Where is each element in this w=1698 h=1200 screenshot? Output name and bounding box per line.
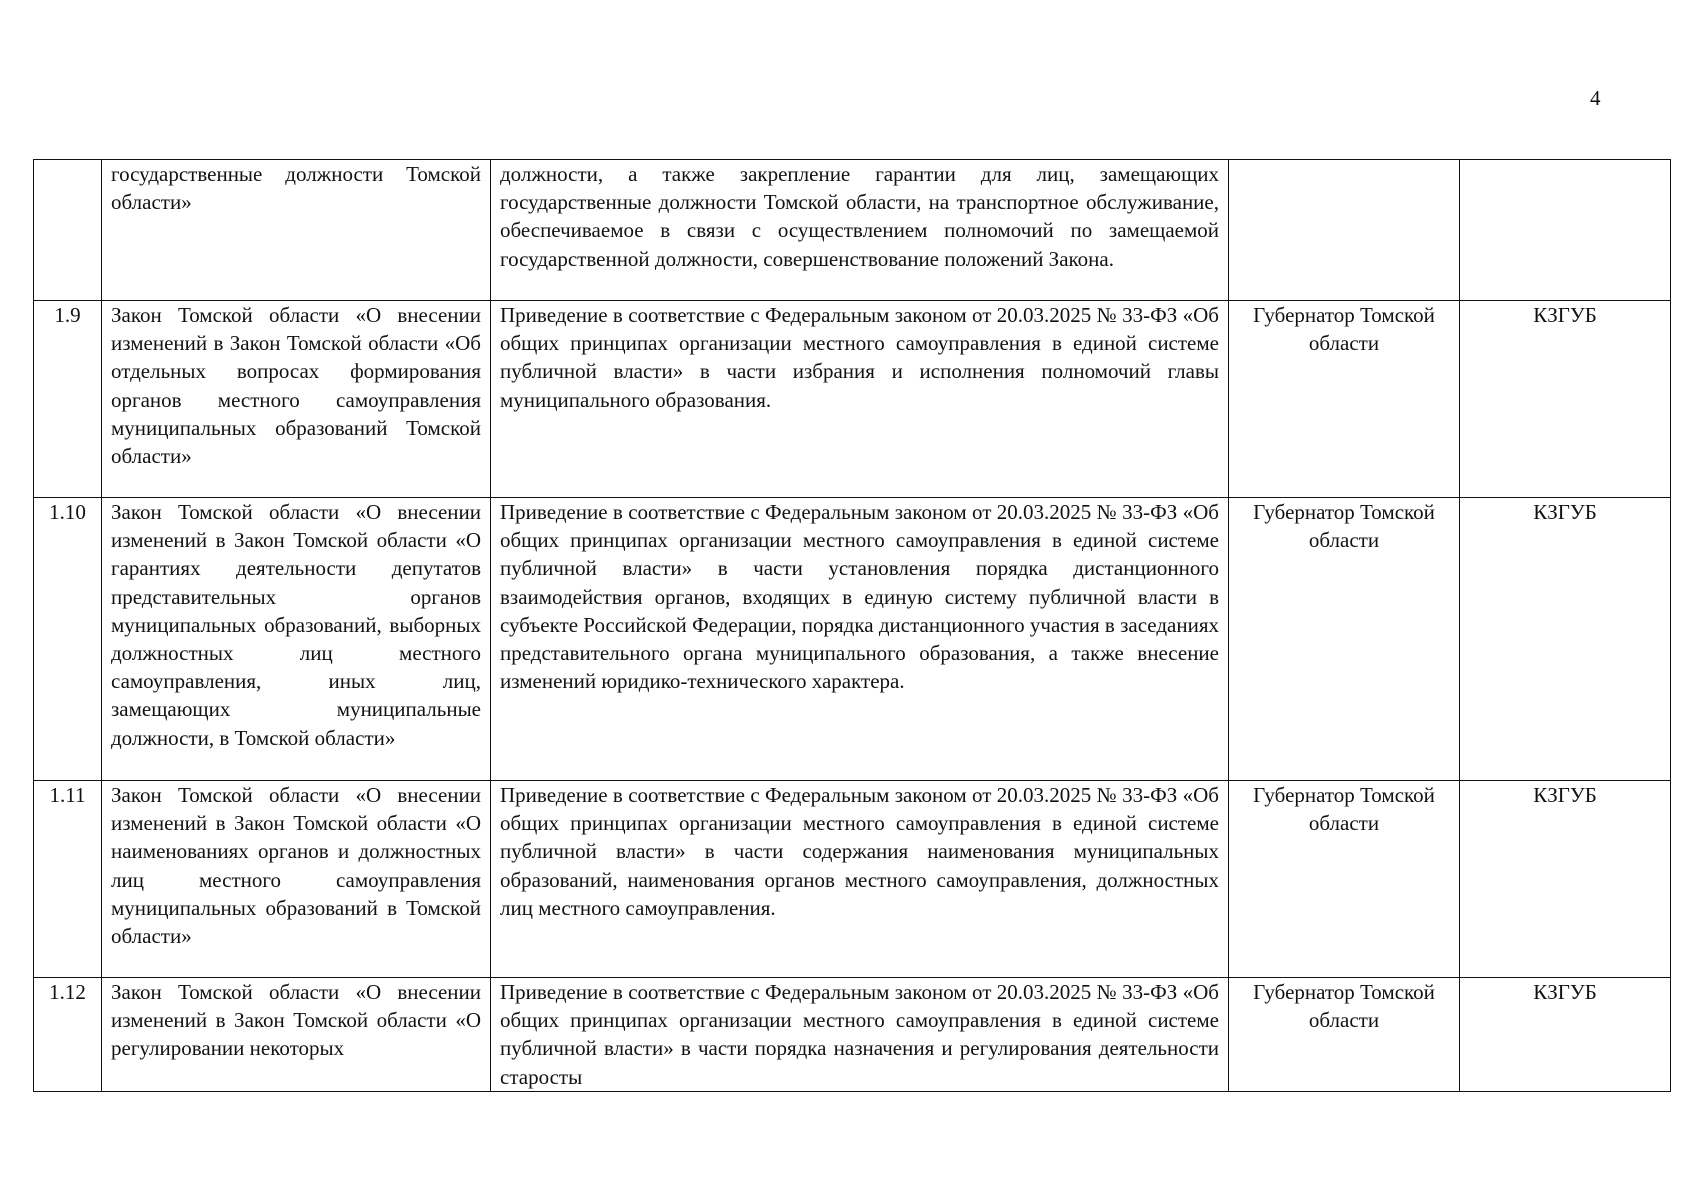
law-name-cell: Закон Томской области «О внесении изменений в Закон Томской области «О наименованиях органов и должностных лиц местного самоуправления муниципальных образований в Томской области»	[102, 781, 491, 978]
responsible-cell: Губернатор Томской области	[1229, 781, 1460, 978]
executor-cell: КЗГУБ	[1460, 301, 1671, 498]
table-row	[34, 301, 1671, 498]
legislation-plan-table	[33, 159, 1671, 1092]
row-number-cell	[34, 160, 102, 301]
law-name-cell: государственные должности Томской области»	[102, 160, 491, 301]
page-number: 4	[1590, 86, 1601, 110]
responsible-cell: Губернатор Томской области	[1229, 498, 1460, 781]
row-number-cell: 1.11	[34, 781, 102, 978]
description-cell: Приведение в соответствие с Федеральным законом от 20.03.2025 № 33-ФЗ «Об общих принципах организации местного самоуправления в единой системе публичной власти» в части установления порядка дистанционного взаимодействия органов, входящих в единую систему публичной власти в субъекте Российской Федерации, порядка дистанционного участия в заседаниях представительного органа муниципального образования, а также внесение изменений юридико-технического характера.	[491, 498, 1229, 781]
table-row	[34, 160, 1671, 301]
table-row	[34, 781, 1671, 978]
responsible-cell: Губернатор Томской области	[1229, 301, 1460, 498]
executor-cell: КЗГУБ	[1460, 978, 1671, 1092]
law-name-cell: Закон Томской области «О внесении изменений в Закон Томской области «О регулировании некоторых	[102, 978, 491, 1092]
row-number-cell: 1.10	[34, 498, 102, 781]
description-cell: Приведение в соответствие с Федеральным законом от 20.03.2025 № 33-ФЗ «Об общих принципах организации местного самоуправления в единой системе публичной власти» в части избрания и исполнения полномочий главы муниципального образования.	[491, 301, 1229, 498]
executor-cell: КЗГУБ	[1460, 781, 1671, 978]
row-number-cell: 1.12	[34, 978, 102, 1092]
executor-cell: КЗГУБ	[1460, 498, 1671, 781]
responsible-cell	[1229, 160, 1460, 301]
law-name-cell: Закон Томской области «О внесении изменений в Закон Томской области «О гарантиях деятельности депутатов представительных органов муниципальных образований, выборных должностных лиц местного самоуправления, иных лиц, замещающих муниципальные должности, в Томской области»	[102, 498, 491, 781]
executor-cell	[1460, 160, 1671, 301]
row-number-cell: 1.9	[34, 301, 102, 498]
description-cell: должности, а также закрепление гарантии для лиц, замещающих государственные должности Томской области, на транспортное обслуживание, обеспечиваемое в связи с осуществлением полномочий по замещаемой государственной должности, совершенствование положений Закона.	[491, 160, 1229, 301]
description-cell: Приведение в соответствие с Федеральным законом от 20.03.2025 № 33-ФЗ «Об общих принципах организации местного самоуправления в единой системе публичной власти» в части содержания наименования муниципальных образований, наименования органов местного самоуправления, должностных лиц местного самоуправления.	[491, 781, 1229, 978]
table-row	[34, 498, 1671, 781]
law-name-cell: Закон Томской области «О внесении изменений в Закон Томской области «Об отдельных вопросах формирования органов местного самоуправления муниципальных образований Томской области»	[102, 301, 491, 498]
description-cell: Приведение в соответствие с Федеральным законом от 20.03.2025 № 33-ФЗ «Об общих принципах организации местного самоуправления в единой системе публичной власти» в части порядка назначения и регулирования деятельности старосты	[491, 978, 1229, 1092]
responsible-cell: Губернатор Томской области	[1229, 978, 1460, 1092]
table-row	[34, 978, 1671, 1092]
